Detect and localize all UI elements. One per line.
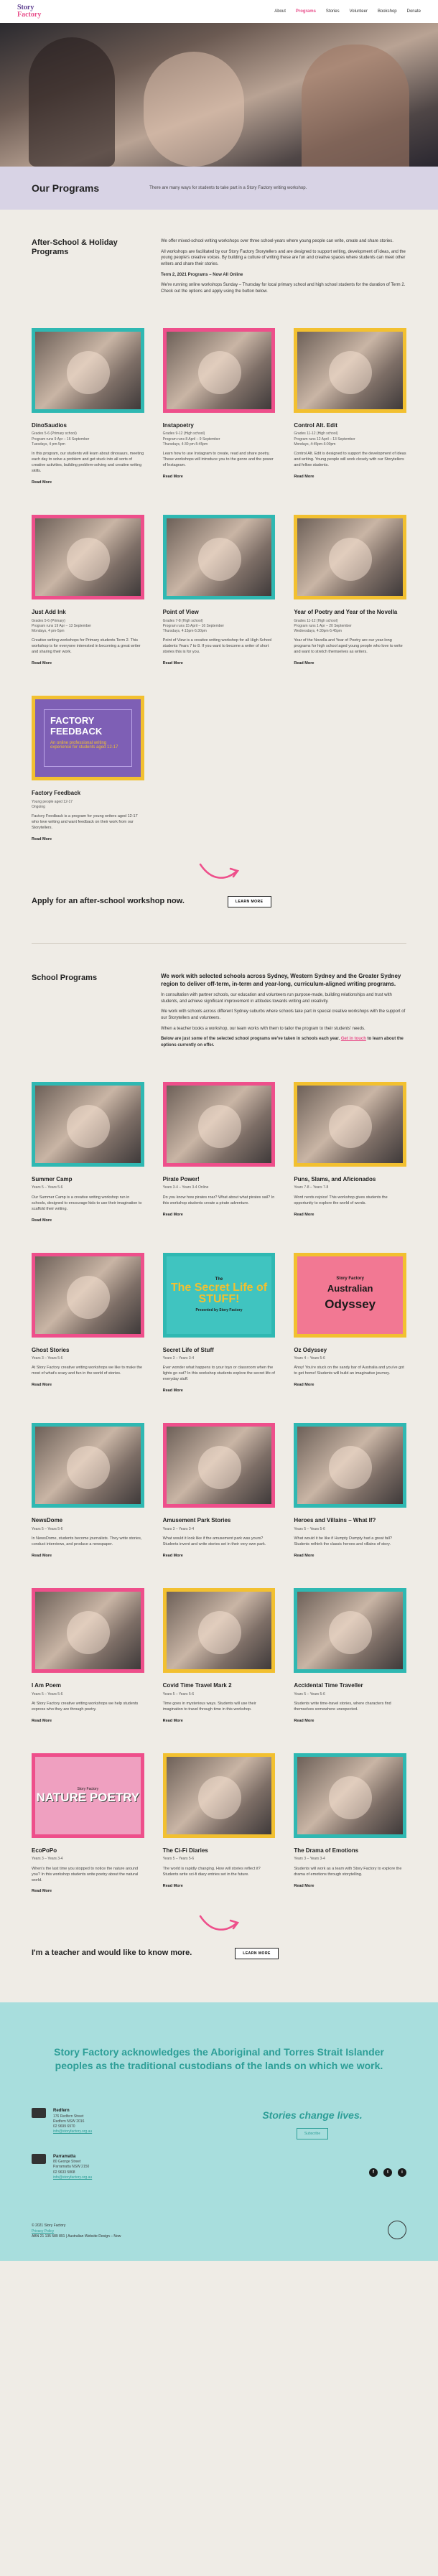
building-icon: [32, 2154, 46, 2164]
program-meta: Grades 7-8 (High school) Program runs 15 April – 16 September Thursdays, 4:15pm-5:30pm: [162, 618, 224, 634]
program-title[interactable]: The Ci-Fi Diaries: [162, 1847, 208, 1854]
program-image[interactable]: Story Factory Australian Odyssey: [294, 1253, 406, 1338]
stories-change-lives: Stories change lives.: [262, 2109, 363, 2121]
school-programs-title: School Programs: [32, 974, 98, 983]
read-more-link[interactable]: Read More: [32, 1718, 52, 1723]
abn-line: ABN 21 135 589 891 | Australian Website Design – Now: [32, 2234, 121, 2239]
program-title[interactable]: I Am Poem: [32, 1681, 62, 1689]
program-image[interactable]: [32, 515, 144, 599]
program-meta: Years 3 – Years 3-4: [294, 1857, 325, 1862]
after-school-p1: We offer mixed-school writing workshops over three school-years where young people can write, create and share stories.: [161, 239, 393, 243]
program-image[interactable]: [294, 515, 406, 599]
program-description: Word nerds rejoice! This workshop gives students the opportunity to explore the world of words.: [294, 1195, 388, 1205]
program-description: Creative writing workshops for Primary students Term 2. This workshop is for everyone interested in becoming a great writer and sharing their work.: [32, 638, 141, 655]
program-title[interactable]: Summer Camp: [32, 1175, 73, 1182]
program-title[interactable]: Secret Life of Stuff: [162, 1346, 214, 1353]
read-more-link[interactable]: Read More: [32, 480, 52, 485]
program-description: In this program, our students will learn about dinosaurs, meeting each day to solve a problem and get stuck into all sorts of creative activities, building problem-solving and creative writing skills.: [32, 452, 144, 474]
location-name: Redfern: [53, 2108, 70, 2113]
program-meta: Years 7-8 – Years 7-8: [294, 1185, 329, 1190]
program-title[interactable]: Puns, Slams, and Aficionados: [294, 1175, 376, 1182]
program-title[interactable]: Control Alt. Edit: [294, 421, 337, 429]
site-footer: [0, 2002, 438, 2261]
read-more-link[interactable]: Read More: [162, 1212, 183, 1217]
read-more-link[interactable]: Read More: [162, 475, 183, 480]
school-lead: We work with selected schools across Sydney, Western Sydney and the Greater Sydney region to deliver off-term, in-term and year-long, curriculum-aligned writing programs.: [161, 973, 401, 987]
location-email-link[interactable]: info@storyfactory.org.au: [53, 2129, 93, 2134]
program-description: At Story Factory creative writing workshops we help students express who they are through poetry.: [32, 1701, 139, 1712]
program-title[interactable]: Year of Poetry and Year of the Novella: [294, 609, 398, 615]
program-meta: Years 3 – Years 5-6: [32, 1356, 63, 1361]
program-image[interactable]: [32, 328, 144, 413]
get-in-touch-link[interactable]: Get in touch: [340, 1037, 366, 1042]
program-image[interactable]: [163, 515, 276, 599]
program-title[interactable]: Just Add Ink: [32, 609, 66, 615]
program-image[interactable]: [32, 1082, 144, 1167]
program-card[interactable]: [163, 328, 276, 486]
after-school-p2: All workshops are facilitated by our Story Factory Storytellers and are designed to support writing, development of ideas, and the young people's creative voices. By building a culture of writing these are fun and creative spaces where students can meet other writers and share their stories.: [161, 249, 406, 267]
location-redfern: Redfern 176 Redfern Street Redfern NSW 2016 02 9699 6970 info@storyfactory.org.au: [32, 2108, 218, 2135]
program-card[interactable]: [32, 1082, 144, 1224]
program-title[interactable]: DinoSaudios: [32, 421, 67, 429]
read-more-link[interactable]: Read More: [294, 1554, 314, 1558]
arrow-decoration-2: [0, 1912, 438, 1933]
seal-icon: [388, 2221, 406, 2239]
nav-donate[interactable]: Donate: [406, 9, 421, 14]
school-p1: In consultation with partner schools, our education and volunteers run purpose-made, building relationships and trust with students, and achieve significant improvement in attitudes towards writing and creativity.: [161, 992, 392, 1004]
program-meta: Years 3 – Years 3-4: [162, 1356, 195, 1361]
program-description: Ahoy! You're stuck on the sandy bar of Australia and you've got to get home! Students will build an imaginative journey.: [294, 1366, 404, 1376]
program-image[interactable]: [294, 1082, 406, 1167]
teacher-learn-more-button[interactable]: LEARN MORE: [235, 1948, 279, 1959]
twitter-icon[interactable]: t: [383, 2168, 392, 2177]
learn-more-button[interactable]: LEARN MORE: [228, 896, 271, 907]
program-card[interactable]: [294, 1588, 406, 1725]
read-more-link[interactable]: Read More: [294, 661, 314, 666]
after-school-grid: [32, 328, 406, 843]
program-description: The world is rapidly changing. How will stories reflect it? Students write sci-fi diary entries set in the future.: [162, 1866, 261, 1877]
program-title[interactable]: Heroes and Villains – What If?: [294, 1517, 376, 1524]
facebook-icon[interactable]: f: [369, 2168, 378, 2177]
program-card[interactable]: [163, 1753, 276, 1895]
hero-image: [0, 23, 438, 167]
cta-title: Apply for an after-school workshop now.: [32, 897, 185, 906]
program-image[interactable]: [163, 328, 276, 413]
program-description: Point of View is a creative writing workshop for all High School students Years 7 to 8. If you want to become a writer of short stories this is for you.: [162, 638, 272, 655]
program-card[interactable]: [294, 515, 406, 667]
school-p2: We work with schools across different Sydney suburbs where schools take part in special creative workshops with the support of our Storytellers and volunteers.: [161, 1009, 406, 1021]
program-meta: Years 3-4 – Years 3-4 Online: [162, 1185, 209, 1190]
read-more-link[interactable]: Read More: [162, 1718, 183, 1723]
read-more-link[interactable]: Read More: [294, 1883, 314, 1888]
program-card[interactable]: [163, 1588, 276, 1725]
after-school-term: Term 2, 2021 Programs – Now All Online: [161, 272, 243, 277]
program-card[interactable]: [294, 328, 406, 486]
school-p3: When a teacher books a workshop, our team works with them to tailor the program to their students' needs.: [161, 1026, 365, 1031]
program-title[interactable]: Factory Feedback: [32, 790, 81, 797]
program-card[interactable]: [32, 515, 144, 667]
after-school-p3: We're running online workshops Sunday – Thursday for local primary school and high school students for the duration of Term 2. Check out the options and apply using the button below.: [161, 283, 406, 294]
program-title[interactable]: Oz Odyssey: [294, 1346, 327, 1353]
program-meta: Young people aged 12-17 Ongoing: [32, 799, 73, 810]
program-description: Students will work as a team with Story Factory to explore the drama of emotions through storytelling.: [294, 1866, 402, 1877]
program-meta: Years 5 – Years 5-6: [294, 1526, 325, 1531]
read-more-link[interactable]: Read More: [32, 1554, 52, 1558]
program-description: In NewsDome, students become journalists. They write stories, conduct interviews, and produce a newspaper.: [32, 1536, 142, 1547]
program-image[interactable]: [294, 1423, 406, 1508]
teacher-cta: [0, 1941, 438, 1966]
school-p4: Below are just some of the selected school programs we've taken in schools each year. Get in touch to learn about the options currently on offer.: [161, 1037, 404, 1048]
program-meta: Years 5 – Years 5-6: [32, 1691, 63, 1697]
social-links: [369, 2168, 406, 2177]
program-title[interactable]: Amusement Park Stories: [162, 1517, 231, 1524]
program-image[interactable]: [163, 1753, 276, 1838]
program-image[interactable]: [163, 1423, 276, 1508]
read-more-link[interactable]: Read More: [32, 1383, 52, 1388]
program-description: Students write time-travel stories, where characters find themselves somewhere unexpected.: [294, 1701, 391, 1712]
read-more-link[interactable]: Read More: [32, 1218, 52, 1223]
program-card[interactable]: [294, 1753, 406, 1895]
program-card[interactable]: [32, 1753, 144, 1895]
program-image[interactable]: The The Secret Life of STUFF! Presented by Story Factory: [163, 1253, 276, 1338]
nav-volunteer[interactable]: Volunteer: [349, 9, 368, 14]
program-meta: Grades 11-12 (High school) Program runs 12 April – 13 September Mondays, 4:45pm-6:00pm: [294, 431, 355, 447]
nav-stories[interactable]: Stories: [325, 9, 340, 14]
read-more-link[interactable]: Read More: [162, 1389, 183, 1394]
program-card[interactable]: [32, 696, 144, 843]
program-card[interactable]: [163, 1253, 276, 1395]
program-description: Time goes in mysterious ways. Students will use their imagination to travel through time in this workshop.: [162, 1701, 256, 1712]
program-description: Factory Feedback is a program for young writers aged 12-17 who love writing and want feedback on their work from our Storytellers.: [32, 814, 138, 831]
logo-line-1: Story: [17, 4, 34, 11]
program-meta: Years 3 – Years 3-4: [32, 1857, 63, 1862]
program-card[interactable]: [163, 1082, 276, 1224]
programs-banner: [0, 167, 438, 210]
program-card[interactable]: [32, 328, 144, 486]
arrow-decoration: [0, 860, 438, 882]
read-more-link[interactable]: Read More: [294, 475, 314, 480]
nav-programs[interactable]: Programs: [295, 9, 316, 14]
read-more-link[interactable]: Read More: [162, 661, 183, 666]
location-email-link[interactable]: info@storyfactory.org.au: [53, 2175, 93, 2180]
program-image[interactable]: [163, 1588, 276, 1673]
location-name: Parramatta: [53, 2154, 76, 2159]
story-factory-logo[interactable]: [17, 4, 41, 19]
program-image[interactable]: [294, 1588, 406, 1673]
program-description: Year of the Novella and Year of Poetry are our year-long programs for high school aged young people who love to write and want to stretch themselves as writers.: [294, 638, 403, 655]
program-title[interactable]: The Drama of Emotions: [294, 1847, 359, 1854]
program-description: Learn how to use Instagram to create, read and share poetry. These workshops will introduce you to the genre and the power of Instagram.: [162, 452, 274, 468]
program-description: When's the last time you stopped to notice the nature around you? In this workshop students write poetry about the natural world.: [32, 1866, 139, 1882]
program-meta: Grades 9-12 (High school) Program runs 8 April – 9 September Thursdays, 4:30 pm-5:45pm: [162, 431, 220, 447]
program-title[interactable]: Point of View: [162, 609, 199, 615]
program-meta: Years 5 – Years 5-6: [294, 1691, 325, 1697]
program-card[interactable]: [163, 1423, 276, 1559]
read-more-link[interactable]: Read More: [32, 1889, 52, 1894]
read-more-link[interactable]: Read More: [294, 1212, 314, 1217]
program-card[interactable]: [163, 515, 276, 667]
program-description: Our Summer Camp is a creative writing workshop run in schools, designed to encourage kids to use their imagination to scaffold their writing.: [32, 1195, 142, 1211]
program-title[interactable]: Covid Time Travel Mark 2: [162, 1681, 232, 1689]
nav-about[interactable]: About: [274, 9, 286, 14]
program-image[interactable]: [32, 1588, 144, 1673]
after-school-cta: [0, 889, 438, 915]
program-image[interactable]: [294, 1753, 406, 1838]
program-image[interactable]: [294, 328, 406, 413]
program-meta: Years 5 – Years 5-6: [32, 1185, 63, 1190]
read-more-link[interactable]: Read More: [162, 1554, 183, 1558]
program-title[interactable]: Accidental Time Traveller: [294, 1681, 363, 1689]
program-meta: Grades 11-12 (High school) Program runs 1 Apr – 20 September Wednesdays, 4:30pm-5:45pm: [294, 618, 352, 634]
read-more-link[interactable]: Read More: [162, 1883, 183, 1888]
program-title[interactable]: Ghost Stories: [32, 1346, 70, 1353]
program-title[interactable]: NewsDome: [32, 1517, 63, 1524]
program-meta: Years 5 – Years 5-6: [32, 1526, 63, 1531]
program-card[interactable]: [32, 1588, 144, 1725]
program-image[interactable]: [163, 1082, 276, 1167]
read-more-link[interactable]: Read More: [32, 837, 52, 842]
copyright-line: © 2021 Story Factory: [32, 2223, 66, 2229]
program-meta: Years 5 – Years 5-6: [162, 1691, 195, 1697]
main-nav: [274, 9, 421, 15]
program-description: What would it look like if the amusement park was yours? Students invent and write stories set in their very own park.: [162, 1536, 266, 1547]
program-description: Control Alt. Edit is designed to support the development of ideas and writing. Young people will work closely with our Storytellers and fellow students.: [294, 452, 406, 468]
program-description: Ever wonder what happens to your toys or classroom when the lights go out? In this workshop students explore the secret life of everyday stuff.: [162, 1366, 275, 1382]
read-more-link[interactable]: Read More: [294, 1383, 314, 1388]
program-card[interactable]: [294, 1423, 406, 1559]
subscribe-button[interactable]: Subscribe: [297, 2128, 328, 2139]
acknowledgement: Story Factory acknowledges the Aboriginal and Torres Strait Islander peoples as the traditional custodians of the lands on which we work.: [54, 2046, 384, 2071]
program-image[interactable]: FACTORY FEEDBACK An online professional writing experience for students aged 12-17: [32, 696, 144, 780]
program-meta: Grades 5-6 (Primary school) Program runs 9 Apr – 16 September Tuesdays, 4 pm-5pm: [32, 431, 90, 447]
program-image[interactable]: [32, 1253, 144, 1338]
program-meta: Years 4 – Years 5-6: [294, 1356, 325, 1361]
after-school-intro: [0, 210, 438, 299]
program-image[interactable]: Story Factory NATURE POETRY: [32, 1753, 144, 1838]
privacy-link[interactable]: Privacy Policy: [32, 2229, 55, 2234]
read-more-link[interactable]: Read More: [294, 1718, 314, 1723]
program-description: Do you know how pirates roar? What about what pirates sail? In this workshop students create a pirate adventure.: [162, 1195, 275, 1205]
program-card[interactable]: [32, 1423, 144, 1559]
program-meta: Grades 5-6 (Primary) Program runs 19 Apr – 13 September Mondays, 4 pm-5pm: [32, 618, 92, 634]
program-card[interactable]: [294, 1253, 406, 1395]
teacher-cta-title: I'm a teacher and would like to know more.: [32, 1949, 192, 1958]
page-title: Our Programs: [32, 182, 100, 194]
read-more-link[interactable]: Read More: [32, 661, 52, 666]
location-parramatta: Parramatta 80 George Street Parramatta NSW 2150 02 9633 5868 info@storyfactory.org.au: [32, 2154, 218, 2181]
program-card[interactable]: [294, 1082, 406, 1224]
site-header: [0, 0, 438, 23]
after-school-title: After-School & Holiday Programs: [32, 238, 118, 257]
program-description: At Story Factory creative writing workshops we like to make the most of what's scary and fun in the world of stories.: [32, 1366, 143, 1376]
building-icon: [32, 2108, 46, 2118]
program-meta: Years 5 – Years 5-6: [162, 1857, 195, 1862]
school-programs-intro: [0, 944, 438, 1053]
page-subtitle: There are many ways for students to take part in a Story Factory writing workshop.: [149, 185, 307, 190]
program-meta: Years 3 – Years 3-4: [162, 1526, 195, 1531]
program-title[interactable]: Pirate Power!: [162, 1175, 200, 1182]
logo-line-2: Factory: [17, 11, 42, 19]
instagram-icon[interactable]: i: [398, 2168, 406, 2177]
program-title[interactable]: Instapoetry: [162, 421, 194, 429]
program-title[interactable]: EcoPoPo: [32, 1847, 57, 1854]
school-programs-grid: [32, 1082, 406, 1895]
program-card[interactable]: [32, 1253, 144, 1395]
nav-bookshop[interactable]: Bookshop: [377, 9, 397, 14]
copyright: [32, 2221, 406, 2239]
program-image[interactable]: [32, 1423, 144, 1508]
program-description: What would it be like if Humpty Dumpty had a great fall? Students rethink the classic heroes and villains of story.: [294, 1536, 392, 1547]
